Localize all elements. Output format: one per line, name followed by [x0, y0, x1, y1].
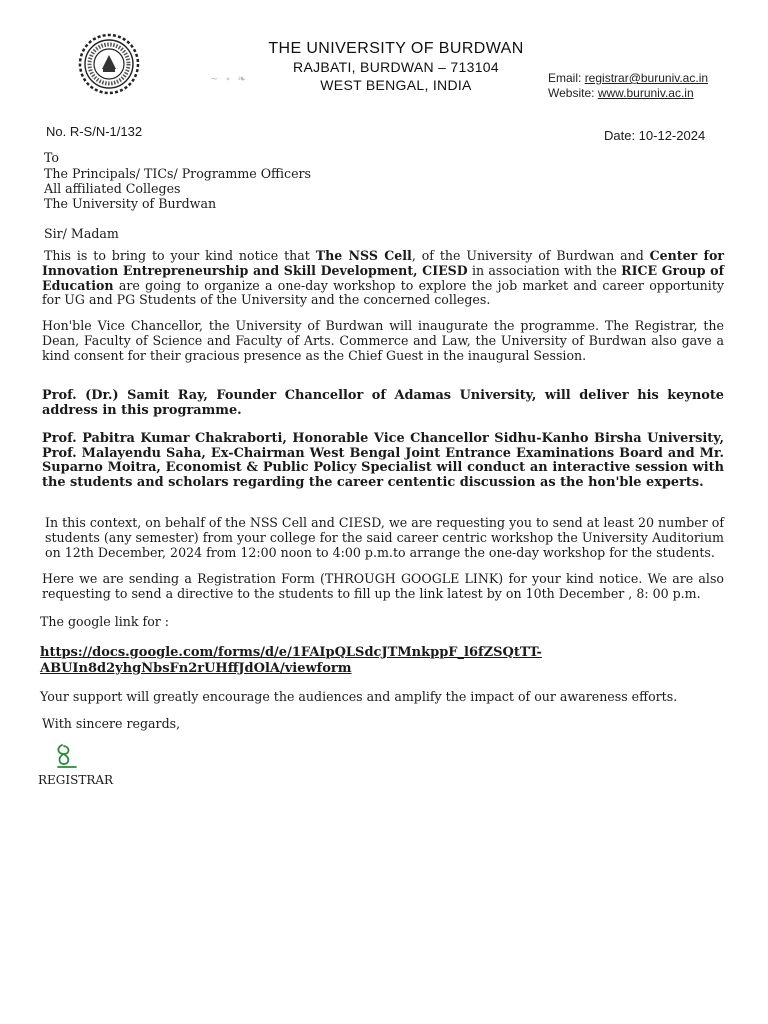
addressee-line-1: The Principals/ TICs/ Programme Officers	[44, 166, 312, 181]
website-link[interactable]: www.buruniv.ac.in	[597, 86, 694, 100]
reference-number: No. R-S/N-1/132	[46, 124, 143, 139]
google-link-label: The google link for :	[40, 614, 170, 629]
faint-stamp-mark: ~ ∘ ❧	[210, 74, 249, 85]
email-line: Email: registrar@buruniv.ac.in	[548, 71, 709, 85]
signature-mark	[54, 742, 80, 770]
paragraph-registration: Here we are sending a Registration Form (THROUGH GOOGLE LINK) for your kind notice. We are also requesting to send a directive to the students to fill up the link latest by on 10th December , 8: 00 p.m.	[42, 571, 724, 601]
paragraph-experts: Prof. Pabitra Kumar Chakraborti, Honorable Vice Chancellor Sidhu-Kanho Birsha University, Prof. Malayendu Saha, Ex-Chairman West Bengal Joint Entrance Examinations Board and Mr. Suparno Moitra, Economist & Public Policy Specialist will conduct an interactive session with the students and scholars regarding the career cententic discussion as the hon'ble experts.	[42, 431, 724, 491]
addressee-line-2: All affiliated Colleges	[44, 181, 181, 196]
salutation: Sir/ Madam	[44, 226, 119, 241]
paragraph-intro: This is to bring to your kind notice that The NSS Cell, of the University of Burdwan and Center for Innovation Entrepreneurship and Skill Development, CIESD in association with the RICE Group of Education are going to organize a one-day workshop to explore the job market and career opportunity for UG and PG Students of the University and the concerned colleges.	[42, 248, 725, 308]
signatory-title: REGISTRAR	[38, 773, 114, 787]
google-form-link[interactable]: https://docs.google.com/forms/d/e/1FAIpQLSdcJTMnkppF_l6fZSQtTT-ABUIn8d2yhgNbsFn2rUHffJdOlA/viewform	[40, 645, 542, 676]
university-name: THE UNIVERSITY OF BURDWAN	[268, 40, 524, 57]
paragraph-support: Your support will greatly encourage the audiences and amplify the impact of our awareness efforts.	[40, 689, 678, 704]
address-line-2: WEST BENGAL, INDIA	[320, 77, 472, 93]
addressee-to: To	[44, 150, 60, 165]
email-link[interactable]: registrar@buruniv.ac.in	[584, 71, 709, 85]
closing-regards: With sincere regards,	[42, 716, 181, 731]
paragraph-keynote: Prof. (Dr.) Samit Ray, Founder Chancellor of Adamas University, will deliver his keynote address in this programme.	[42, 388, 724, 418]
addressee-line-3: The University of Burdwan	[44, 196, 217, 211]
paragraph-inauguration: Hon'ble Vice Chancellor, the University of Burdwan will inaugurate the programme. The Registrar, the Dean, Faculty of Science and Faculty of Arts. Commerce and Law, the University of Burdwan also gave a kind consent for their gracious presence as the Chief Guest in the inaugural Session.	[42, 318, 724, 363]
website-line: Website: www.buruniv.ac.in	[548, 86, 694, 100]
paragraph-request: In this context, on behalf of the NSS Cell and CIESD, we are requesting you to send at least 20 number of students (any semester) from your college for the said career centric workshop the University Auditorium on 12th December, 2024 from 12:00 noon to 4:00 p.m.to arrange the one-day workshop for the students.	[45, 515, 724, 560]
address-line-1: RAJBATI, BURDWAN – 713104	[293, 59, 499, 75]
letter-date: Date: 10-12-2024	[604, 128, 706, 143]
